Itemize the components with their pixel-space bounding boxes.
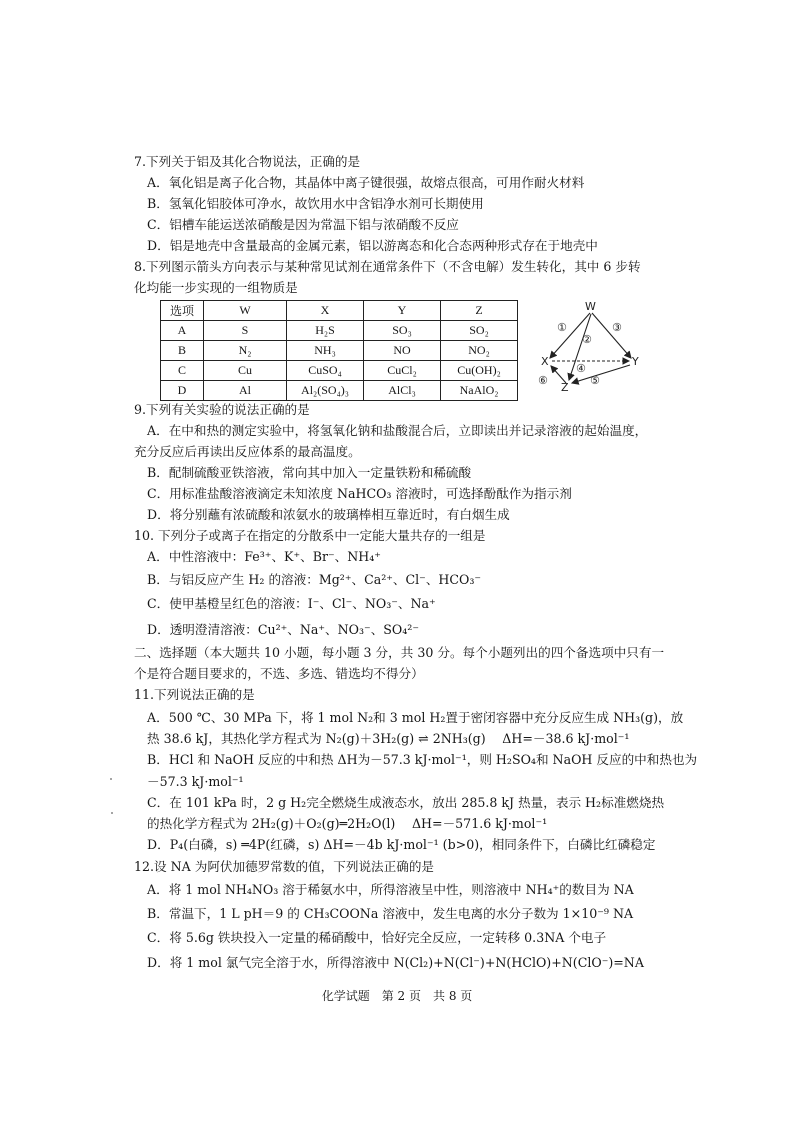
question-7-stem: 7.下列关于铝及其化合物说法，正确的是 (134, 154, 361, 169)
scan-speck (110, 778, 112, 780)
question-11-option-b-cont: －57.3 kJ·mol⁻¹ (147, 774, 244, 789)
node-x-label: X (541, 355, 549, 368)
question-8-stem-line2: 化均能一步实现的一组物质是 (134, 280, 298, 295)
table-cell: AlCl₃ (364, 381, 441, 401)
table-cell: CuSO₄ (287, 361, 364, 381)
arrow-w-to-y (592, 313, 631, 358)
scan-speck (111, 812, 113, 814)
question-9-stem: 9.下列有关实验的说法正确的是 (134, 402, 310, 417)
conversion-diagram (530, 298, 650, 394)
section-2-heading-line1: 二、选择题（本大题共 10 小题，每小题 3 分，共 30 分。每个小题列出的四个备选项中只有一 (134, 645, 665, 660)
table-cell: NH₃ (287, 341, 364, 361)
question-12-option-c: C．将 5.6g 铁块投入一定量的稀硝酸中，恰好完全反应，一定转移 0.3NA 个电子 (147, 930, 607, 945)
question-12-option-d: D．将 1 mol 氯气完全溶于水，所得溶液中 N(Cl₂)+N(Cl⁻)+N(HClO)+N(ClO⁻)=NA (147, 955, 644, 970)
question-10-option-d: D．透明澄清溶液：Cu²⁺、Na⁺、NO₃⁻、SO₄²⁻ (147, 622, 419, 637)
step-5-label: ⑤ (590, 374, 600, 387)
table-row (161, 361, 518, 381)
page-footer: 化学试题 第 2 页 共 8 页 (321, 989, 473, 1003)
step-6-label: ⑥ (538, 374, 548, 387)
table-cell: A (161, 321, 204, 341)
question-12-stem: 12.设 NA 为阿伏加德罗常数的值，下列说法正确的是 (134, 859, 435, 874)
question-10-option-a: A．中性溶液中：Fe³⁺、K⁺、Br⁻、NH₄⁺ (147, 549, 381, 564)
step-1-label: ① (557, 321, 567, 334)
table-header-cell: Y (364, 301, 441, 321)
question-7-option-b: B．氢氧化铝胶体可净水，故饮用水中含铝净水剂可长期使用 (147, 196, 484, 211)
step-2-label: ② (582, 333, 592, 346)
table-cell: N₂ (204, 341, 287, 361)
question-7-option-d: D．铝是地壳中含量最高的金属元素，铝以游离态和化合态两种形式存在于地壳中 (147, 238, 598, 253)
question-11-option-c-cont: 的热化学方程式为 2H₂(g)＋O₂(g)═2H₂O(l) ΔH=－571.6 kJ·mol⁻¹ (147, 816, 548, 831)
question-8-table (160, 300, 518, 401)
table-row (161, 321, 518, 341)
table-header-cell: X (287, 301, 364, 321)
table-cell: D (161, 381, 204, 401)
question-7-option-c: C．铝槽车能运送浓硝酸是因为常温下铝与浓硝酸不反应 (147, 217, 459, 232)
table-header-cell: W (204, 301, 287, 321)
table-cell: NO₂ (441, 341, 518, 361)
table-cell: C (161, 361, 204, 381)
table-header-cell: 选项 (161, 301, 204, 321)
table-row (161, 341, 518, 361)
question-12-option-a: A．将 1 mol NH₄NO₃ 溶于稀氨水中，所得溶液呈中性，则溶液中 NH₄⁺的数目为 NA (147, 882, 634, 897)
node-y-label: Y (632, 355, 639, 368)
question-11-option-d: D．P₄(白磷，s) ═4P(红磷，s) ΔH=－4b kJ·mol⁻¹ (b>0)，相同条件下，白磷比红磷稳定 (147, 837, 656, 852)
table-cell: H₂S (287, 321, 364, 341)
step-4-label: ④ (576, 362, 586, 375)
node-w-label: W (585, 300, 596, 313)
question-10-option-c: C．使甲基橙呈红色的溶液：I⁻、Cl⁻、NO₃⁻、Na⁺ (147, 596, 436, 611)
table-header-row (161, 301, 518, 321)
table-row (161, 381, 518, 401)
table-cell: NaAlO₂ (441, 381, 518, 401)
table-cell: Al (204, 381, 287, 401)
question-9-option-c: C．用标准盐酸溶液滴定未知浓度 NaHCO₃ 溶液时，可选择酚酞作为指示剂 (147, 486, 572, 501)
question-10-stem: 10. 下列分子或离子在指定的分散系中一定能大量共存的一组是 (134, 528, 486, 543)
question-8-stem-line1: 8.下列图示箭头方向表示与某种常见试剂在通常条件下（不含电解）发生转化，其中 6 步转 (134, 259, 641, 274)
question-10-option-b: B．与铝反应产生 H₂ 的溶液：Mg²⁺、Ca²⁺、Cl⁻、HCO₃⁻ (147, 572, 482, 587)
table-cell: Al₂(SO₄)₃ (287, 381, 364, 401)
table-cell: SO₂ (441, 321, 518, 341)
table-header-cell: Z (441, 301, 518, 321)
table-cell: NO (364, 341, 441, 361)
question-11-option-b: B．HCl 和 NaOH 反应的中和热 ΔH为－57.3 kJ·mol⁻¹，则 H₂SO₄和 NaOH 反应的中和热也为 (147, 752, 698, 767)
question-9-option-a: A．在中和热的测定实验中，将氢氧化钠和盐酸混合后，立即读出并记录溶液的起始温度， (147, 423, 648, 438)
node-z-label: Z (561, 381, 569, 394)
section-2-heading-line2: 个是符合题目要求的，不选、多选、错选均不得分） (134, 666, 424, 681)
question-11-option-a: A．500 ℃、30 MPa 下，将 1 mol N₂和 3 mol H₂置于密闭容器中充分反应生成 NH₃(g)，放 (147, 710, 684, 725)
question-12-option-b: B．常温下，1 L pH＝9 的 CH₃COONa 溶液中，发生电离的水分子数为 1×10⁻⁹ NA (147, 906, 634, 921)
question-11-stem: 11.下列说法正确的是 (134, 687, 255, 702)
table-cell: Cu (204, 361, 287, 381)
table-cell: S (204, 321, 287, 341)
question-9-option-d: D．将分别蘸有浓硫酸和浓氨水的玻璃棒相互靠近时，有白烟生成 (147, 507, 510, 522)
table-cell: Cu(OH)₂ (441, 361, 518, 381)
question-11-option-a-cont: 热 38.6 kJ，其热化学方程式为 N₂(g)＋3H₂(g) ⇌ 2NH₃(g) ΔH=－38.6 kJ·mol⁻¹ (147, 731, 630, 746)
table-cell: B (161, 341, 204, 361)
question-9-option-b: B．配制硫酸亚铁溶液，常向其中加入一定量铁粉和稀硫酸 (147, 465, 472, 480)
question-11-option-c: C．在 101 kPa 时，2 g H₂完全燃烧生成液态水，放出 285.8 kJ 热量，表示 H₂标准燃烧热 (147, 795, 665, 810)
step-3-label: ③ (612, 321, 622, 334)
question-7-option-a: A．氧化铝是离子化合物，其晶体中离子键很强，故熔点很高，可用作耐火材料 (147, 175, 585, 190)
table-cell: SO₃ (364, 321, 441, 341)
question-9-option-a-cont: 充分反应后再读出反应体系的最高温度。 (134, 444, 361, 459)
table-cell: CuCl₂ (364, 361, 441, 381)
